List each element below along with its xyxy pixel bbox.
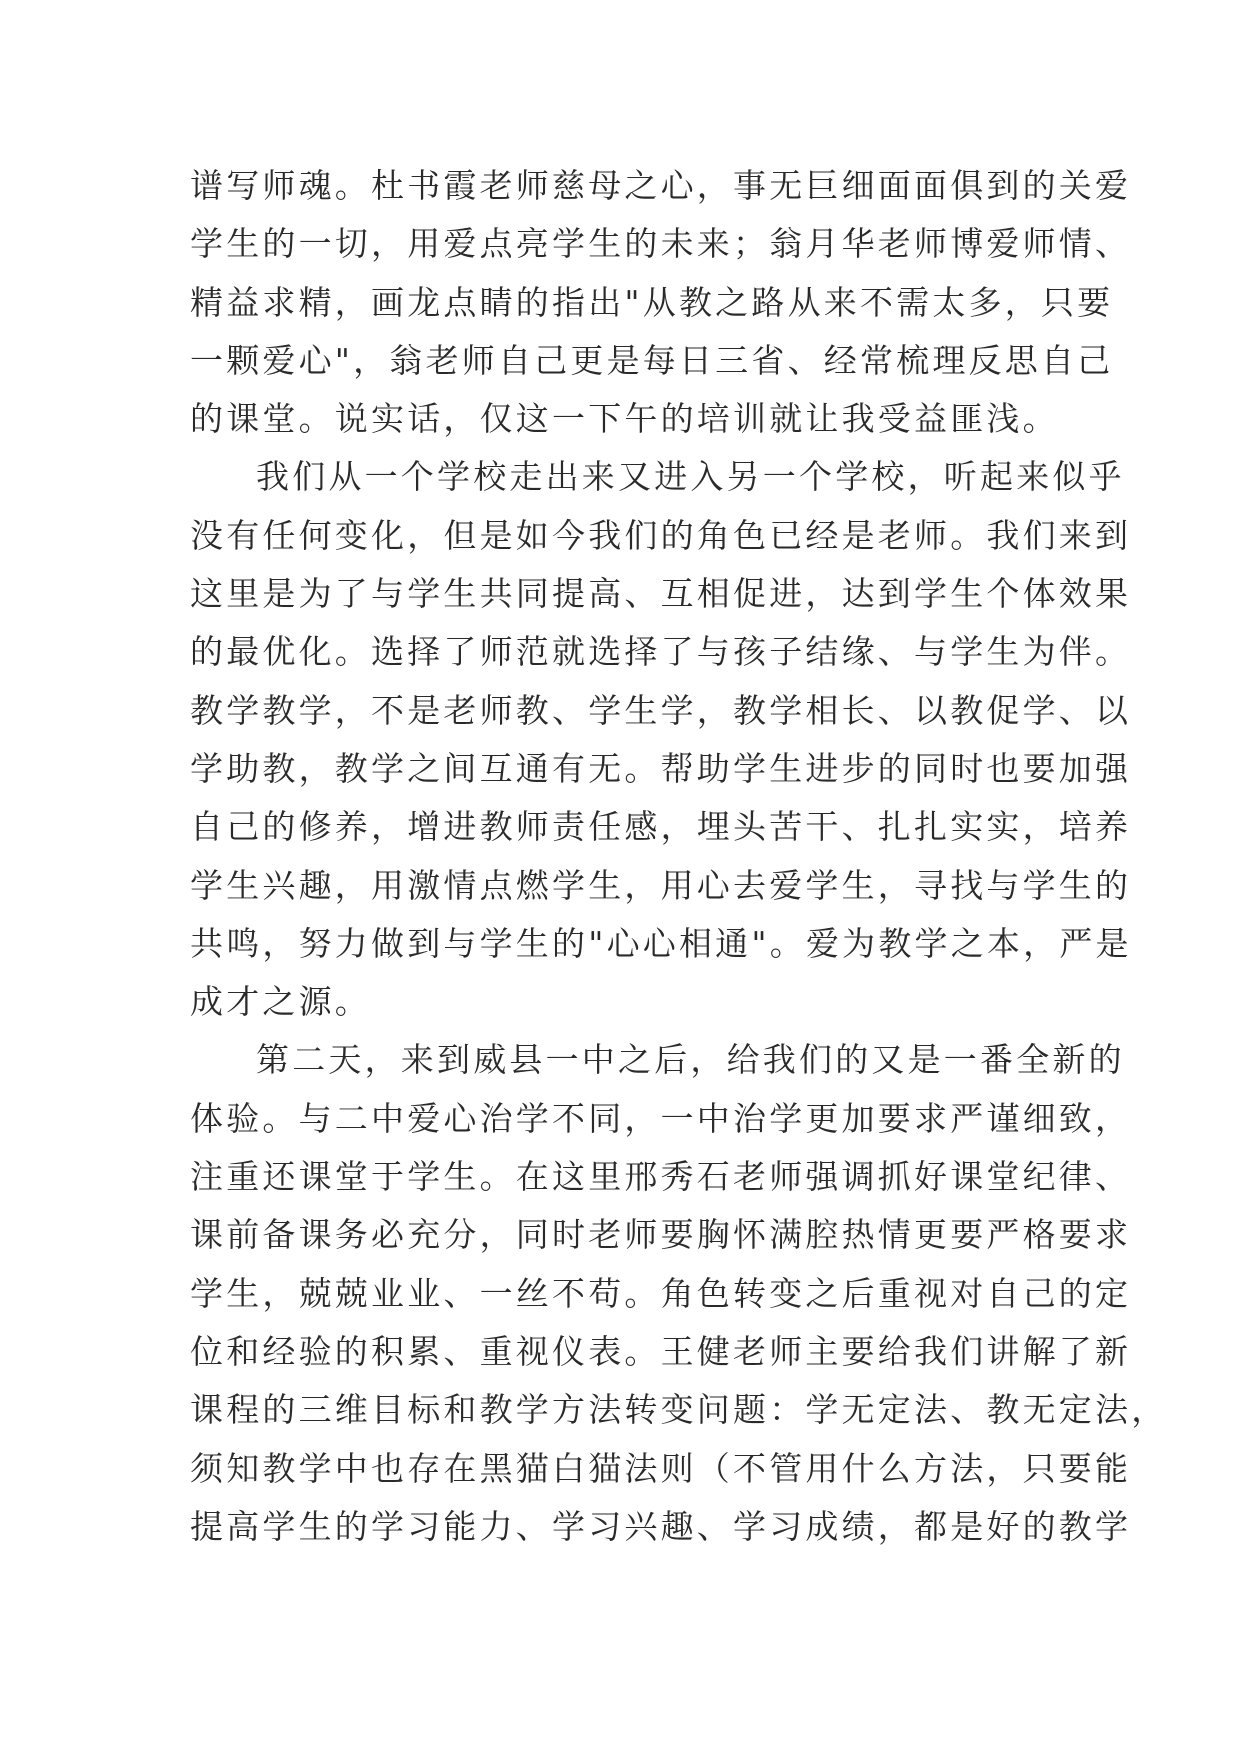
text-line: 的课堂。说实话，仅这一下午的培训就让我受益匪浅。 xyxy=(190,399,1059,439)
text-line: 学生兴趣，用激情点燃学生，用心去爱学生，寻找与学生的 xyxy=(190,865,1132,905)
text-line: 课前备课务必充分，同时老师要胸怀满腔热情更要严格要求 xyxy=(190,1215,1132,1255)
text-line: 一颗爱心"，翁老师自己更是每日三省、经常梳理反思自己 xyxy=(190,340,1114,380)
text-line: 没有任何变化，但是如今我们的角色已经是老师。我们来到 xyxy=(190,515,1132,555)
text-line: 体验。与二中爱心治学不同，一中治学更加要求严谨细致， xyxy=(190,1098,1132,1138)
text-line: 课程的三维目标和教学方法转变问题：学无定法、教无定法， xyxy=(190,1390,1168,1430)
text-line: 的最优化。选择了师范就选择了与孩子结缘、与学生为伴。 xyxy=(190,632,1132,672)
text-line: 提高学生的学习能力、学习兴趣、学习成绩，都是好的教学 xyxy=(190,1506,1132,1546)
text-line: 这里是为了与学生共同提高、互相促进，达到学生个体效果 xyxy=(190,574,1132,614)
text-line: 成才之源。 xyxy=(190,982,371,1022)
text-line: 精益求精，画龙点睛的指出"从教之路从来不需太多，只要 xyxy=(190,282,1114,322)
text-line: 学助教，教学之间互通有无。帮助学生进步的同时也要加强 xyxy=(190,748,1132,788)
paragraph-start-line: 我们从一个学校走出来又进入另一个学校，听起来似乎 xyxy=(256,457,1125,497)
text-line: 注重还课堂于学生。在这里邢秀石老师强调抓好课堂纪律、 xyxy=(190,1157,1132,1197)
text-line: 自己的修养，增进教师责任感，埋头苦干、扎扎实实，培养 xyxy=(190,807,1132,847)
text-line: 共鸣，努力做到与学生的"心心相通"。爱为教学之本，严是 xyxy=(190,923,1132,963)
text-line: 学生的一切，用爱点亮学生的未来；翁月华老师博爱师情、 xyxy=(190,224,1132,264)
paragraph-start-line: 第二天，来到威县一中之后，给我们的又是一番全新的 xyxy=(256,1040,1125,1080)
text-line: 谱写师魂。杜书霞老师慈母之心，事无巨细面面俱到的关爱 xyxy=(190,166,1132,205)
text-line: 位和经验的积累、重视仪表。王健老师主要给我们讲解了新 xyxy=(190,1331,1132,1371)
text-line: 教学教学，不是老师教、学生学，教学相长、以教促学、以 xyxy=(190,690,1132,730)
text-line: 学生，兢兢业业、一丝不苟。角色转变之后重视对自己的定 xyxy=(190,1273,1132,1313)
text-line: 须知教学中也存在黑猫白猫法则（不管用什么方法，只要能 xyxy=(190,1448,1132,1488)
body-text xyxy=(190,157,1168,1556)
